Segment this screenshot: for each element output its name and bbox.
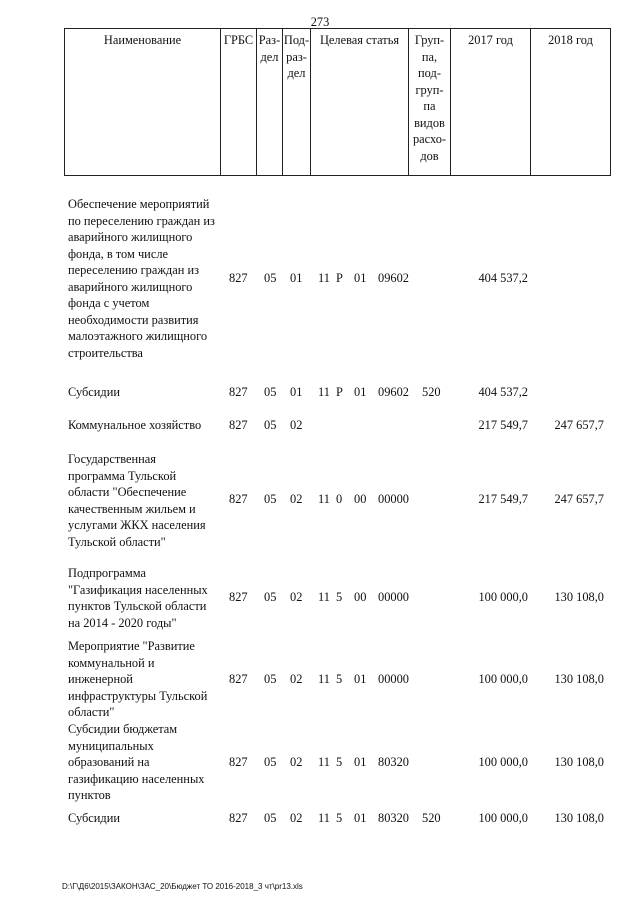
row-razdel: 05 xyxy=(264,271,277,285)
header-group: Груп- па, под- груп- па видов расхо- дов xyxy=(409,29,451,175)
row-2017: 100 000,0 xyxy=(478,590,528,604)
row-podrazdel: 02 xyxy=(290,492,303,506)
row-name: Обеспечение мероприятий по переселению граждан из аварийного жилищного фонда, в том числе переселению граждан из аварийного жилищного фонда с учетом необходимости развития малоэтажного жилищного строительства xyxy=(68,197,215,360)
header-name: Наименование xyxy=(65,29,221,175)
row-razdel: 05 xyxy=(264,492,277,506)
row-2018: 130 108,0 xyxy=(554,811,604,825)
row-target-code: 80320 xyxy=(378,755,409,769)
row-2017: 404 537,2 xyxy=(478,385,528,399)
row-podrazdel: 02 xyxy=(290,811,303,825)
header-2017: 2017 год xyxy=(451,29,531,175)
row-razdel: 05 xyxy=(264,672,277,686)
row-podrazdel: 02 xyxy=(290,755,303,769)
row-2017: 100 000,0 xyxy=(478,672,528,686)
row-target-program: 11 xyxy=(318,811,330,825)
row-podrazdel: 02 xyxy=(290,590,303,604)
row-target-subprogram: 5 xyxy=(336,811,343,825)
row-2017: 100 000,0 xyxy=(478,755,528,769)
row-razdel: 05 xyxy=(264,385,277,399)
row-grbs: 827 xyxy=(229,418,248,432)
row-2017: 217 549,7 xyxy=(478,418,528,432)
row-2017: 217 549,7 xyxy=(478,492,528,506)
table-header xyxy=(64,28,611,176)
row-name: Подпрограмма "Газификация населенных пунктов Тульской области на 2014 - 2020 годы" xyxy=(68,566,208,630)
row-target-code: 00000 xyxy=(378,590,409,604)
row-grbs: 827 xyxy=(229,271,248,285)
row-target-program: 11 xyxy=(318,271,330,285)
row-target-subprogram: Р xyxy=(336,271,343,285)
row-target-event: 01 xyxy=(354,755,367,769)
row-target-program: 11 xyxy=(318,590,330,604)
row-target-program: 11 xyxy=(318,492,330,506)
row-expense-type: 520 xyxy=(422,811,441,825)
row-grbs: 827 xyxy=(229,811,248,825)
row-target-subprogram: 5 xyxy=(336,755,343,769)
row-name: Мероприятие "Развитие коммунальной и инженерной инфраструктуры Тульской области" xyxy=(68,639,208,719)
row-2018: 130 108,0 xyxy=(554,672,604,686)
row-2018: 247 657,7 xyxy=(554,418,604,432)
row-target-subprogram: 5 xyxy=(336,672,343,686)
row-grbs: 827 xyxy=(229,755,248,769)
row-grbs: 827 xyxy=(229,590,248,604)
row-2018: 130 108,0 xyxy=(554,590,604,604)
row-name: Коммунальное хозяйство xyxy=(68,418,202,432)
row-razdel: 05 xyxy=(264,418,277,432)
row-2018: 247 657,7 xyxy=(554,492,604,506)
row-target-subprogram: 0 xyxy=(336,492,343,506)
header-razdel: Раз- дел xyxy=(257,29,283,175)
row-target-event: 01 xyxy=(354,811,367,825)
row-podrazdel: 02 xyxy=(290,418,303,432)
row-podrazdel: 01 xyxy=(290,271,303,285)
row-target-code: 09602 xyxy=(378,385,409,399)
row-target-code: 00000 xyxy=(378,492,409,506)
row-target-event: 01 xyxy=(354,385,367,399)
file-path-footer: D:\Г\Д6\2015\ЗАКОН\ЗАС_20\Бюджет ТО 2016-2018_3 чт\pr13.xls xyxy=(62,882,303,891)
row-target-event: 00 xyxy=(354,590,367,604)
row-target-event: 00 xyxy=(354,492,367,506)
row-grbs: 827 xyxy=(229,385,248,399)
row-razdel: 05 xyxy=(264,590,277,604)
row-2017: 404 537,2 xyxy=(478,271,528,285)
row-2017: 100 000,0 xyxy=(478,811,528,825)
row-grbs: 827 xyxy=(229,672,248,686)
header-podrazdel: Под- раз- дел xyxy=(283,29,311,175)
row-podrazdel: 01 xyxy=(290,385,303,399)
row-target-program: 11 xyxy=(318,755,330,769)
row-target-subprogram: Р xyxy=(336,385,343,399)
header-target: Целевая статья xyxy=(311,29,409,175)
row-target-subprogram: 5 xyxy=(336,590,343,604)
row-grbs: 827 xyxy=(229,492,248,506)
row-target-event: 01 xyxy=(354,271,367,285)
row-target-code: 80320 xyxy=(378,811,409,825)
row-target-code: 09602 xyxy=(378,271,409,285)
row-podrazdel: 02 xyxy=(290,672,303,686)
row-expense-type: 520 xyxy=(422,385,441,399)
row-name: Субсидии xyxy=(68,385,120,399)
row-target-code: 00000 xyxy=(378,672,409,686)
row-target-event: 01 xyxy=(354,672,367,686)
header-grbs: ГРБС xyxy=(221,29,257,175)
page-number: 273 xyxy=(310,15,330,29)
header-2018: 2018 год xyxy=(548,33,593,47)
row-name: Субсидии бюджетам муниципальных образований на газификацию населенных пунктов xyxy=(68,722,205,802)
row-razdel: 05 xyxy=(264,811,277,825)
row-razdel: 05 xyxy=(264,755,277,769)
row-target-program: 11 xyxy=(318,385,330,399)
row-target-program: 11 xyxy=(318,672,330,686)
row-name: Государственная программа Тульской области "Обеспечение качественным жильем и услугами ЖКХ населения Тульской области" xyxy=(68,452,206,549)
row-name: Субсидии xyxy=(68,811,120,825)
row-2018: 130 108,0 xyxy=(554,755,604,769)
